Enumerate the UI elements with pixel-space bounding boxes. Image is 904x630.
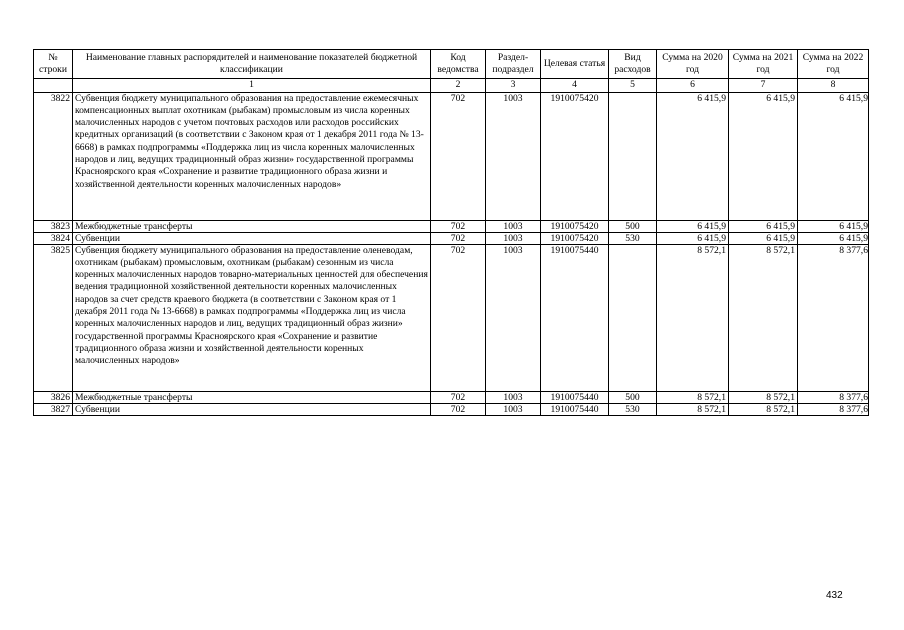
sum-2022: 6 415,9 xyxy=(798,92,869,220)
dept-code: 702 xyxy=(431,403,486,415)
sum-2022: 8 377,6 xyxy=(798,403,869,415)
sum-2021: 8 572,1 xyxy=(729,244,798,391)
header-numbers-row xyxy=(34,79,869,93)
section-code: 1003 xyxy=(486,232,541,244)
row-name: Субвенции xyxy=(73,232,431,244)
row-number: 3827 xyxy=(34,403,73,415)
row-number: 3825 xyxy=(34,244,73,391)
row-number: 3822 xyxy=(34,92,73,220)
col-number: 4 xyxy=(541,79,609,93)
col-header-section: Раздел-подраздел xyxy=(486,50,541,79)
row-name: Субвенция бюджету муниципального образования на предоставление ежемесячных компенсационных выплат охотникам (рыбакам) промысловым из числа коренных малочисленных народов с учетом почтовых расходов или расходов российских кредитных организаций (в соответствии с Законом края от 1 декабря 2011 года № 13-6668) в рамках подпрограммы «Поддержка лиц из числа коренных малочисленных народов и лиц, ведущих традиционный образ жизни» государственной программы Красноярского края «Сохранение и развитие традиционного образа жизни и хозяйственной деятельности коренных малочисленных народов» xyxy=(73,92,431,220)
row-number: 3824 xyxy=(34,232,73,244)
target-article: 1910075440 xyxy=(541,403,609,415)
col-header-sum-2020: Сумма на 2020 год xyxy=(657,50,729,79)
dept-code: 702 xyxy=(431,391,486,403)
sum-2021: 8 572,1 xyxy=(729,391,798,403)
target-article: 1910075420 xyxy=(541,220,609,232)
table-row xyxy=(34,92,869,220)
sum-2021: 6 415,9 xyxy=(729,220,798,232)
row-number: 3826 xyxy=(34,391,73,403)
sum-2022: 8 377,6 xyxy=(798,391,869,403)
target-article: 1910075440 xyxy=(541,244,609,391)
row-name: Межбюджетные трансферты xyxy=(73,391,431,403)
sum-2022: 8 377,6 xyxy=(798,244,869,391)
target-article: 1910075420 xyxy=(541,232,609,244)
col-number: 5 xyxy=(609,79,657,93)
table-row xyxy=(34,220,869,232)
row-name: Субвенции xyxy=(73,403,431,415)
col-header-sum-2021: Сумма на 2021 год xyxy=(729,50,798,79)
row-number: 3823 xyxy=(34,220,73,232)
dept-code: 702 xyxy=(431,220,486,232)
sum-2021: 8 572,1 xyxy=(729,403,798,415)
budget-table xyxy=(33,49,869,416)
col-header-dept-code: Код ведомства xyxy=(431,50,486,79)
section-code: 1003 xyxy=(486,92,541,220)
section-code: 1003 xyxy=(486,403,541,415)
table-row xyxy=(34,403,869,415)
sum-2020: 6 415,9 xyxy=(657,92,729,220)
col-number: 2 xyxy=(431,79,486,93)
table-row xyxy=(34,232,869,244)
sum-2020: 8 572,1 xyxy=(657,244,729,391)
col-number: 1 xyxy=(73,79,431,93)
header-row xyxy=(34,50,869,79)
sum-2020: 8 572,1 xyxy=(657,391,729,403)
section-code: 1003 xyxy=(486,391,541,403)
expense-type: 530 xyxy=(609,403,657,415)
sum-2020: 6 415,9 xyxy=(657,232,729,244)
col-header-sum-2022: Сумма на 2022 год xyxy=(798,50,869,79)
sum-2021: 6 415,9 xyxy=(729,92,798,220)
col-number: 8 xyxy=(798,79,869,93)
sum-2022: 6 415,9 xyxy=(798,232,869,244)
col-number: 3 xyxy=(486,79,541,93)
table-row xyxy=(34,244,869,391)
page-number: 432 xyxy=(826,590,843,601)
dept-code: 702 xyxy=(431,244,486,391)
expense-type xyxy=(609,244,657,391)
expense-type: 530 xyxy=(609,232,657,244)
col-header-row-number: № строки xyxy=(34,50,73,79)
col-number xyxy=(34,79,73,93)
dept-code: 702 xyxy=(431,232,486,244)
col-header-expense-type: Вид расходов xyxy=(609,50,657,79)
target-article: 1910075440 xyxy=(541,391,609,403)
target-article: 1910075420 xyxy=(541,92,609,220)
section-code: 1003 xyxy=(486,244,541,391)
table-row xyxy=(34,391,869,403)
col-number: 7 xyxy=(729,79,798,93)
row-name: Межбюджетные трансферты xyxy=(73,220,431,232)
expense-type: 500 xyxy=(609,391,657,403)
col-number: 6 xyxy=(657,79,729,93)
expense-type: 500 xyxy=(609,220,657,232)
col-header-name: Наименование главных распорядителей и наименование показателей бюджетной классификации xyxy=(73,50,431,79)
col-header-target-article: Целевая статья xyxy=(541,50,609,79)
section-code: 1003 xyxy=(486,220,541,232)
sum-2021: 6 415,9 xyxy=(729,232,798,244)
row-name: Субвенция бюджету муниципального образования на предоставление оленеводам, охотникам (рыбакам) промысловым, охотникам (рыбакам) сезонным из числа коренных малочисленных народов товарно-материальных ценностей для обеспечения ведения традиционной хозяйственной деятельности коренных малочисленных народов за счет средств краевого бюджета (в соответствии с Законом края от 1 декабря 2011 года № 13-6668) в рамках подпрограммы «Поддержка лиц из числа коренных малочисленных народов и лиц, ведущих традиционный образ жизни» государственной программы Красноярского края «Сохранение и развитие традиционного образа жизни и хозяйственной деятельности коренных малочисленных народов» xyxy=(73,244,431,391)
dept-code: 702 xyxy=(431,92,486,220)
sum-2020: 6 415,9 xyxy=(657,220,729,232)
expense-type xyxy=(609,92,657,220)
sum-2022: 6 415,9 xyxy=(798,220,869,232)
sum-2020: 8 572,1 xyxy=(657,403,729,415)
